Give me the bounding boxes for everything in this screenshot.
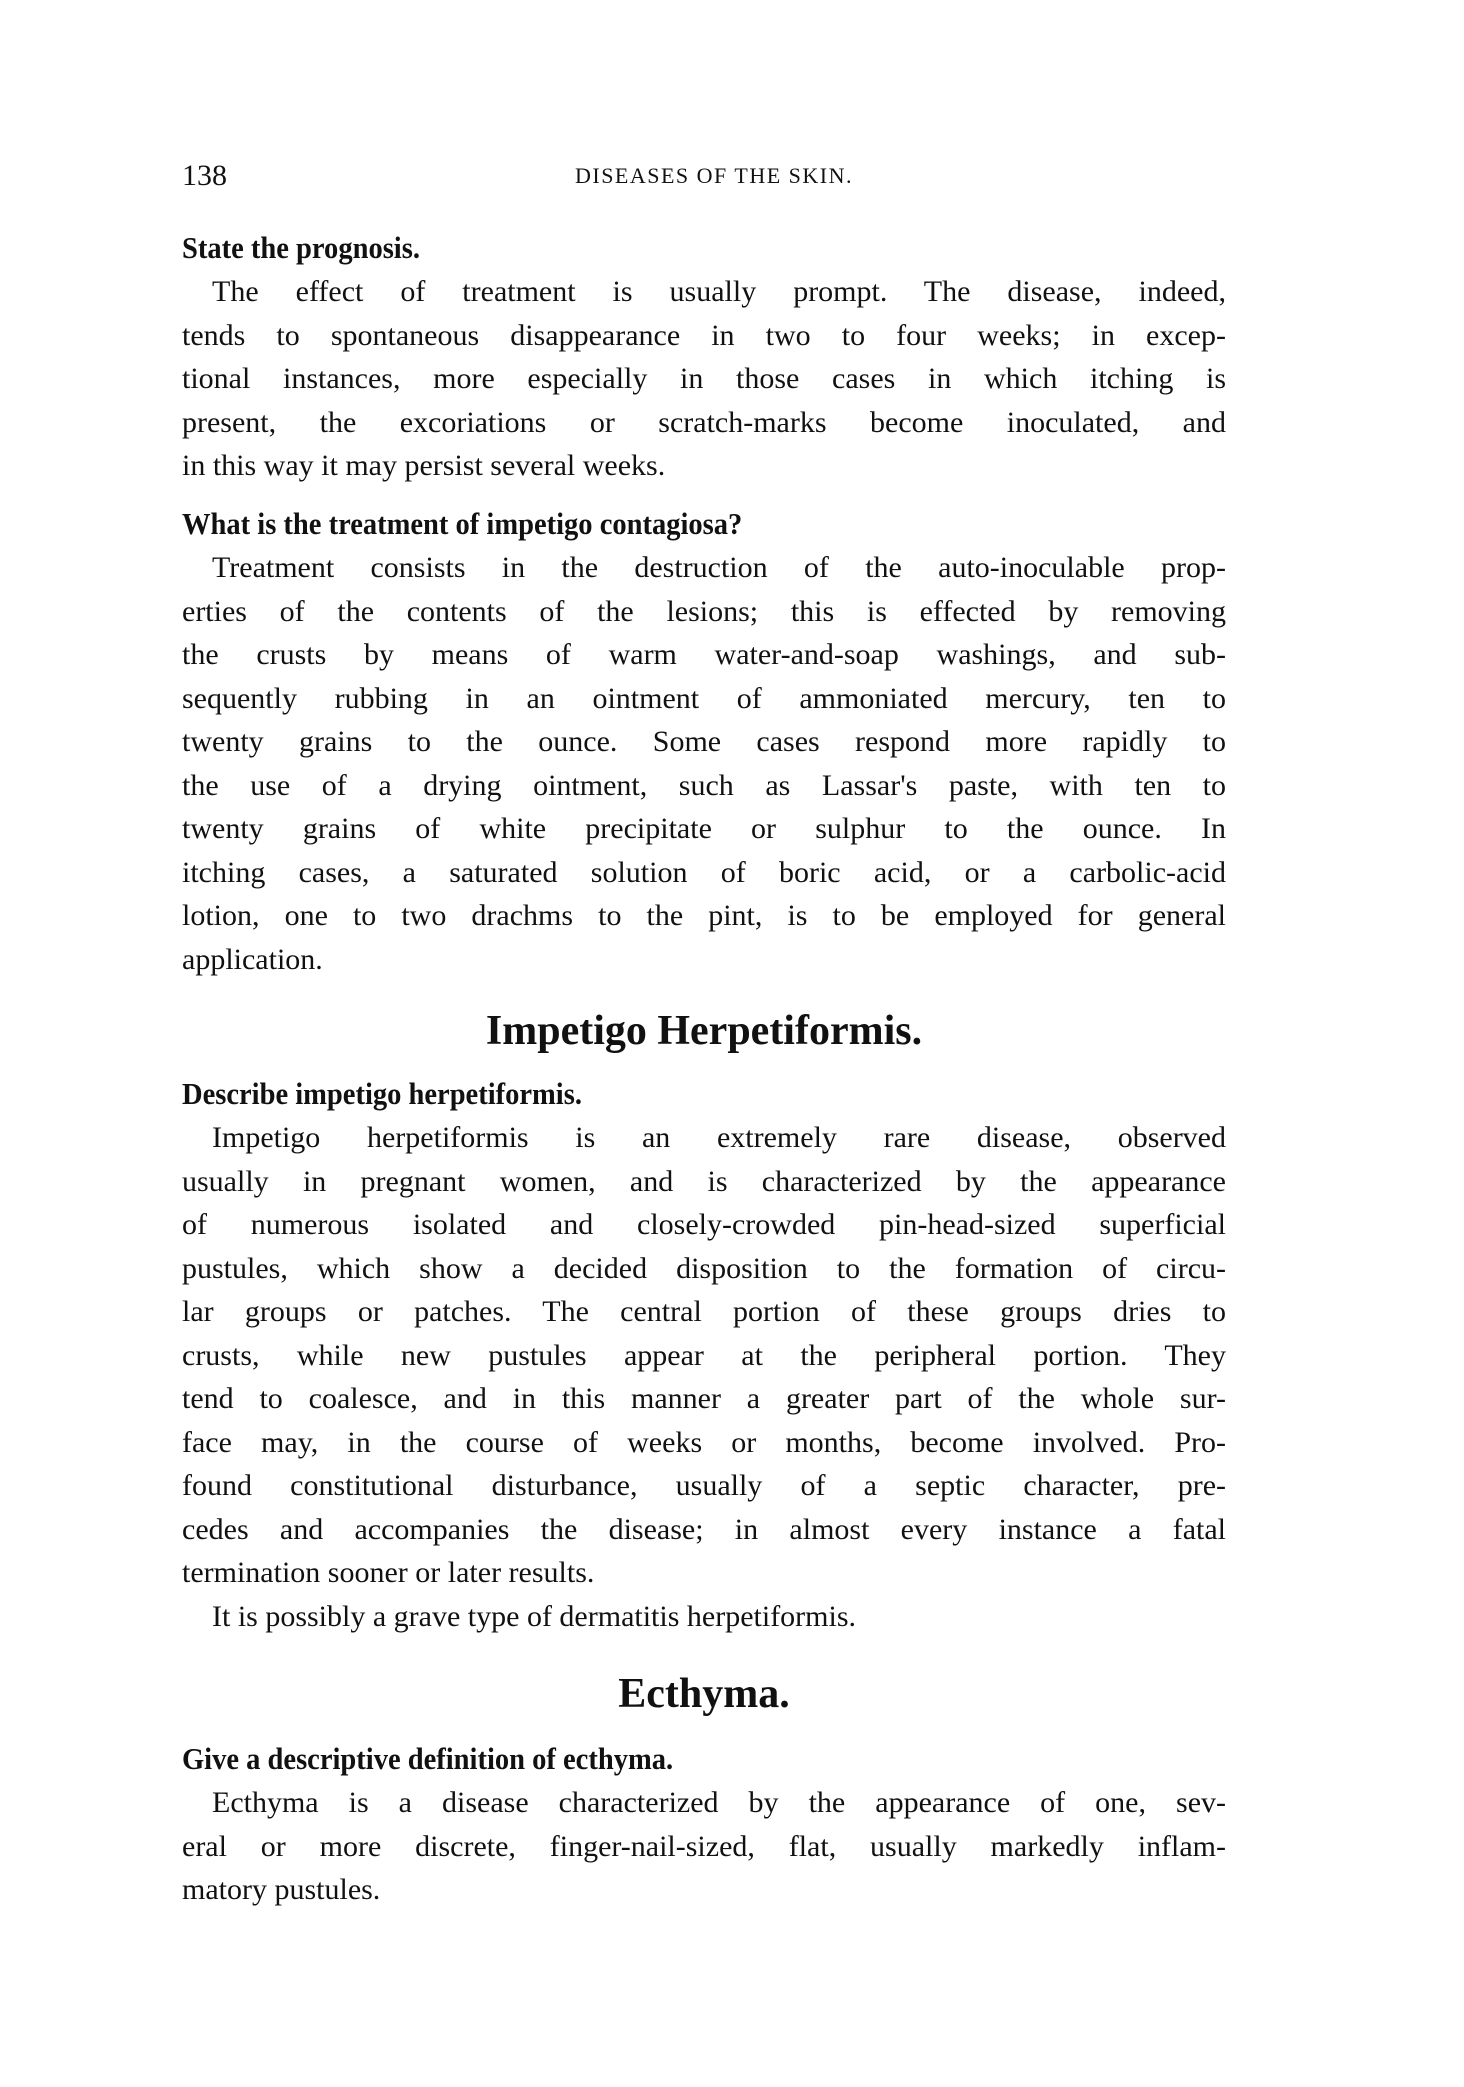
text-line: tional instances, more especially in those cases in which itching is — [182, 362, 1226, 395]
question-heading: What is the treatment of impetigo contagiosa? — [182, 506, 743, 541]
question-heading: State the prognosis. — [182, 230, 420, 265]
question-ecthyma — [182, 1737, 1226, 1912]
text-line: Ecthyma is a disease characterized by the appearance of one, sev- — [212, 1786, 1226, 1819]
section-title: Ecthyma. — [618, 1671, 790, 1717]
text-line: application. — [182, 942, 323, 976]
text-line: termination sooner or later results. — [182, 1556, 595, 1589]
text-line: the crusts by means of warm water-and-soap washings, and sub- — [182, 638, 1226, 671]
text-line: lar groups or patches. The central portion of these groups dries to — [182, 1295, 1226, 1328]
question-treatment — [182, 502, 1226, 981]
text-line: twenty grains of white precipitate or sulphur to the ounce. In — [182, 812, 1226, 845]
text-line: matory pustules. — [182, 1873, 381, 1906]
page-number: 138 — [182, 159, 227, 192]
text-line: crusts, while new pustules appear at the peripheral portion. They — [182, 1338, 1226, 1372]
text-line: erties of the contents of the lesions; this is effected by removing — [182, 594, 1226, 628]
text-line: in this way it may persist several weeks. — [182, 449, 666, 482]
text-line: found constitutional disturbance, usually of a septic character, pre- — [182, 1469, 1226, 1502]
text-line: cedes and accompanies the disease; in almost every instance a fatal — [182, 1512, 1226, 1546]
question-prognosis — [182, 226, 1226, 488]
text-line: usually in pregnant women, and is characterized by the appearance — [182, 1164, 1226, 1198]
text-line: of numerous isolated and closely-crowded pin-head-sized superficial — [182, 1208, 1226, 1241]
text-line: face may, in the course of weeks or months, become involved. Pro- — [182, 1425, 1226, 1459]
text-line: lotion, one to two drachms to the pint, is to be employed for general — [182, 899, 1226, 932]
section-title: Impetigo Herpetiformis. — [485, 1008, 923, 1054]
text-line: present, the excoriations or scratch-marks become inoculated, and — [182, 405, 1226, 439]
running-title: DISEASES OF THE SKIN. — [574, 163, 853, 188]
text-line: twenty grains to the ounce. Some cases respond more rapidly to — [182, 725, 1226, 758]
text-line: tend to coalesce, and in this manner a greater part of the whole sur- — [182, 1382, 1226, 1415]
question-heading: Describe impetigo herpetiformis. — [182, 1076, 582, 1111]
text-line: the use of a drying ointment, such as Lassar's paste, with ten to — [182, 768, 1226, 802]
text-line: The effect of treatment is usually prompt. The disease, indeed, — [212, 275, 1226, 308]
question-heading: Give a descriptive definition of ecthyma. — [182, 1741, 674, 1776]
running-header — [182, 154, 1226, 198]
text-line: Impetigo herpetiformis is an extremely rare disease, observed — [212, 1121, 1226, 1154]
text-line: tends to spontaneous disappearance in two to four weeks; in excep- — [182, 318, 1226, 352]
text-line: eral or more discrete, finger-nail-sized, flat, usually markedly inflam- — [182, 1829, 1226, 1863]
question-describe — [182, 1072, 1226, 1638]
text-line: It is possibly a grave type of dermatitis herpetiformis. — [212, 1599, 857, 1633]
text-line: sequently rubbing in an ointment of ammoniated mercury, ten to — [182, 681, 1226, 715]
text-line: Treatment consists in the destruction of the auto-inoculable prop- — [212, 551, 1226, 584]
text-line: pustules, which show a decided disposition to the formation of circu- — [182, 1251, 1226, 1285]
text-line: itching cases, a saturated solution of boric acid, or a carbolic-acid — [182, 855, 1226, 889]
